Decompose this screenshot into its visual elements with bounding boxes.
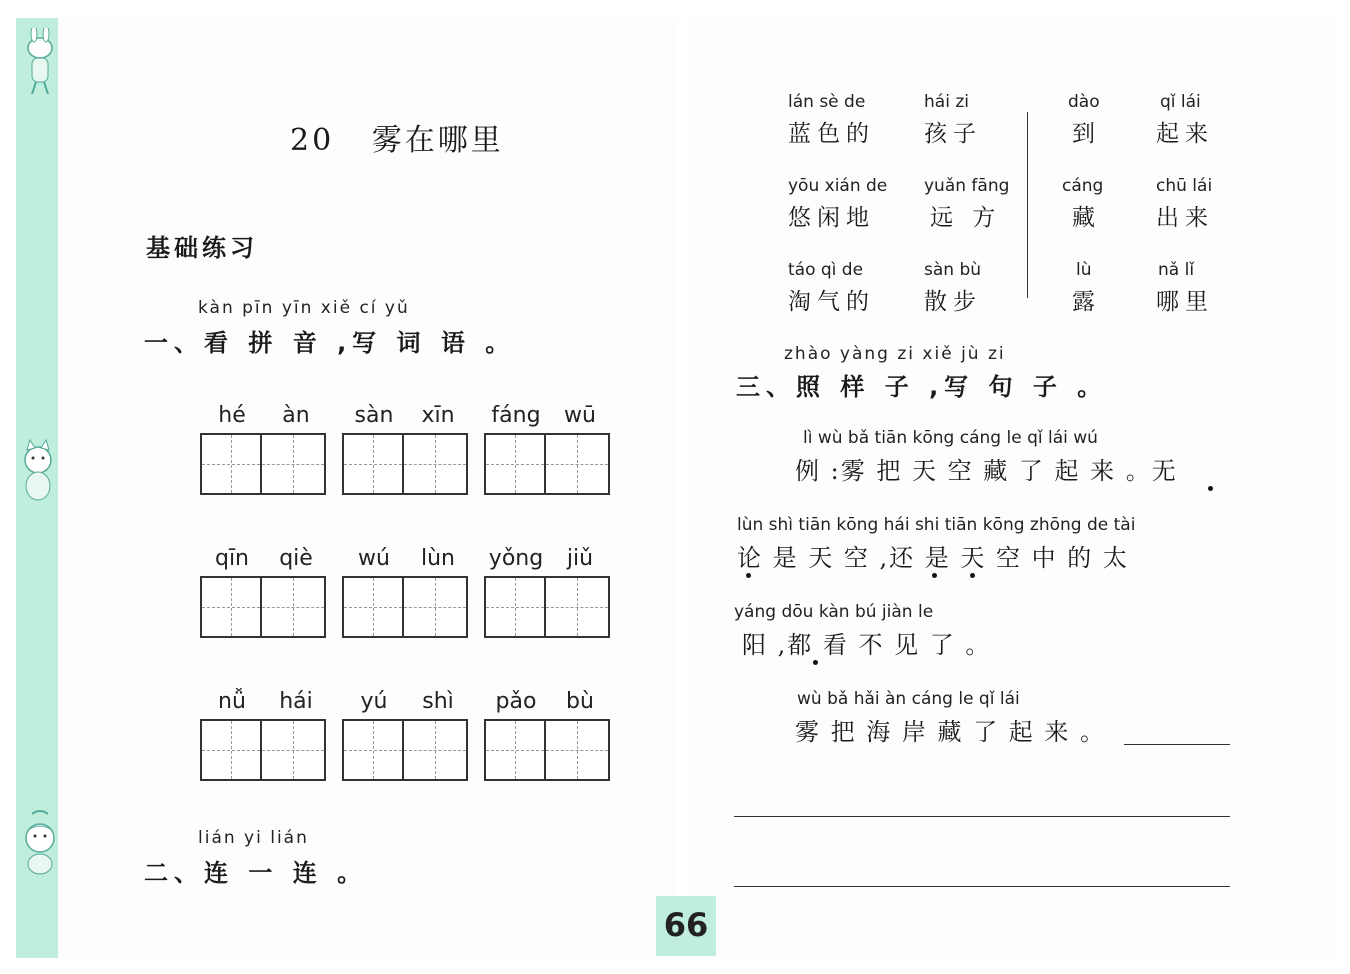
example-text-line3: 阳 ,都 看 不 见 了 。 <box>742 631 992 659</box>
grid-pinyin: qīn <box>214 546 250 571</box>
emphasis-dot <box>1208 486 1213 491</box>
grid-pinyin: lùn <box>421 546 455 571</box>
grid-pinyin: shì <box>422 689 454 714</box>
grid-pinyin: wú <box>358 546 390 571</box>
writing-box[interactable] <box>404 576 468 638</box>
task-text: 雾 把 海 岸 藏 了 起 来 。 <box>795 718 1107 746</box>
decorative-side-strip <box>16 18 58 958</box>
emphasis-dot <box>970 573 975 578</box>
writing-box[interactable] <box>546 719 610 781</box>
writing-box[interactable] <box>342 433 404 495</box>
match-pinyin: chū lái <box>1156 176 1213 196</box>
task-pinyin: wù bǎ hǎi àn cáng le qǐ lái <box>797 689 1020 709</box>
match-pinyin: hái zi <box>924 92 969 112</box>
writing-box[interactable] <box>546 576 610 638</box>
match-pinyin: lù <box>1076 260 1092 280</box>
emphasis-dot <box>813 660 818 665</box>
match-word[interactable]: 露 <box>1072 289 1101 315</box>
match-word[interactable]: 散步 <box>924 289 982 315</box>
q2-pinyin: lián yi lián <box>198 828 309 848</box>
writing-box[interactable] <box>262 433 326 495</box>
example-pinyin-line3: yáng dōu kàn bú jiàn le <box>734 602 934 622</box>
lesson-number: 20 <box>290 123 335 158</box>
match-pinyin: táo qì de <box>788 260 864 280</box>
writing-box[interactable] <box>342 719 404 781</box>
grid-pinyin: bù <box>566 689 594 714</box>
writing-box[interactable] <box>484 576 546 638</box>
match-word[interactable]: 出来 <box>1156 205 1214 231</box>
right-page <box>690 18 1335 958</box>
emphasis-dot <box>932 573 937 578</box>
writing-box[interactable] <box>484 719 546 781</box>
answer-line[interactable] <box>1124 744 1230 745</box>
writing-box[interactable] <box>262 719 326 781</box>
grid-pinyin: sàn <box>354 403 394 428</box>
match-word[interactable]: 藏 <box>1072 205 1101 231</box>
writing-box[interactable] <box>404 433 468 495</box>
q3-pinyin: zhào yàng zi xiě jù zi <box>784 344 1006 364</box>
match-word[interactable]: 到 <box>1072 121 1101 147</box>
match-pinyin: sàn bù <box>924 260 982 280</box>
writing-box[interactable] <box>342 576 404 638</box>
writing-box[interactable] <box>262 576 326 638</box>
q3-title: 三、照 样 子 ,写 句 子 。 <box>736 373 1108 401</box>
writing-box[interactable] <box>404 719 468 781</box>
match-word[interactable]: 淘气的 <box>788 289 875 315</box>
grid-pinyin: àn <box>282 403 310 428</box>
example-pinyin-line2: lùn shì tiān kōng hái shi tiān kōng zhōng de tài <box>737 515 1136 535</box>
q1-title: 一、看 拼 音 ,写 词 语 。 <box>144 329 516 357</box>
example-text-line2: 论 是 天 空 ,还 是 天 空 中 的 太 <box>737 544 1129 572</box>
match-pinyin: qǐ lái <box>1160 92 1201 112</box>
match-pinyin: yuǎn fāng <box>924 176 1010 196</box>
match-word[interactable]: 孩子 <box>924 121 982 147</box>
match-word[interactable]: 远 方 <box>930 205 1002 231</box>
writing-box[interactable] <box>484 433 546 495</box>
grid-pinyin: xīn <box>421 403 455 428</box>
emphasis-dot <box>746 573 751 578</box>
writing-box[interactable] <box>200 576 262 638</box>
match-pinyin: yōu xián de <box>788 176 888 196</box>
matching-divider <box>1027 112 1028 298</box>
match-word[interactable]: 哪里 <box>1156 289 1214 315</box>
section-heading: 基础练习 <box>146 234 258 262</box>
match-word[interactable]: 起来 <box>1156 121 1214 147</box>
writing-box[interactable] <box>546 433 610 495</box>
answer-line[interactable] <box>734 816 1230 817</box>
grid-pinyin: wū <box>564 403 596 428</box>
match-pinyin: cáng <box>1062 176 1104 196</box>
grid-pinyin: yú <box>360 689 388 714</box>
example-pinyin-line1: lì wù bǎ tiān kōng cáng le qǐ lái wú <box>803 428 1098 448</box>
grid-pinyin: hái <box>279 689 313 714</box>
q1-pinyin: kàn pīn yīn xiě cí yǔ <box>198 298 410 318</box>
rabbit-cartoon-icon <box>18 28 62 98</box>
match-pinyin: dào <box>1068 92 1100 112</box>
answer-line[interactable] <box>734 886 1230 887</box>
lesson-name: 雾在哪里 <box>371 123 504 158</box>
example-text-line1: 例 :雾 把 天 空 藏 了 起 来 。无 <box>795 457 1178 485</box>
lesson-title <box>290 115 504 159</box>
cat-cartoon-icon <box>16 438 60 508</box>
page-number: 66 <box>663 906 709 944</box>
match-word[interactable]: 悠闲地 <box>788 205 875 231</box>
grid-pinyin: fáng <box>491 403 541 428</box>
grid-pinyin: yǒng <box>488 546 544 571</box>
writing-box[interactable] <box>200 433 262 495</box>
grid-pinyin: hé <box>218 403 246 428</box>
grid-pinyin: nǚ <box>218 689 246 714</box>
grid-pinyin: jiǔ <box>566 546 594 571</box>
grid-pinyin: pǎo <box>495 689 537 714</box>
match-pinyin: lán sè de <box>788 92 866 112</box>
grid-pinyin: qiè <box>279 546 313 571</box>
match-pinyin: nǎ lǐ <box>1158 260 1195 280</box>
writing-box[interactable] <box>200 719 262 781</box>
q2-title: 二、连 一 连 。 <box>144 859 368 887</box>
tiger-cartoon-icon <box>18 808 62 878</box>
match-word[interactable]: 蓝色的 <box>788 121 875 147</box>
